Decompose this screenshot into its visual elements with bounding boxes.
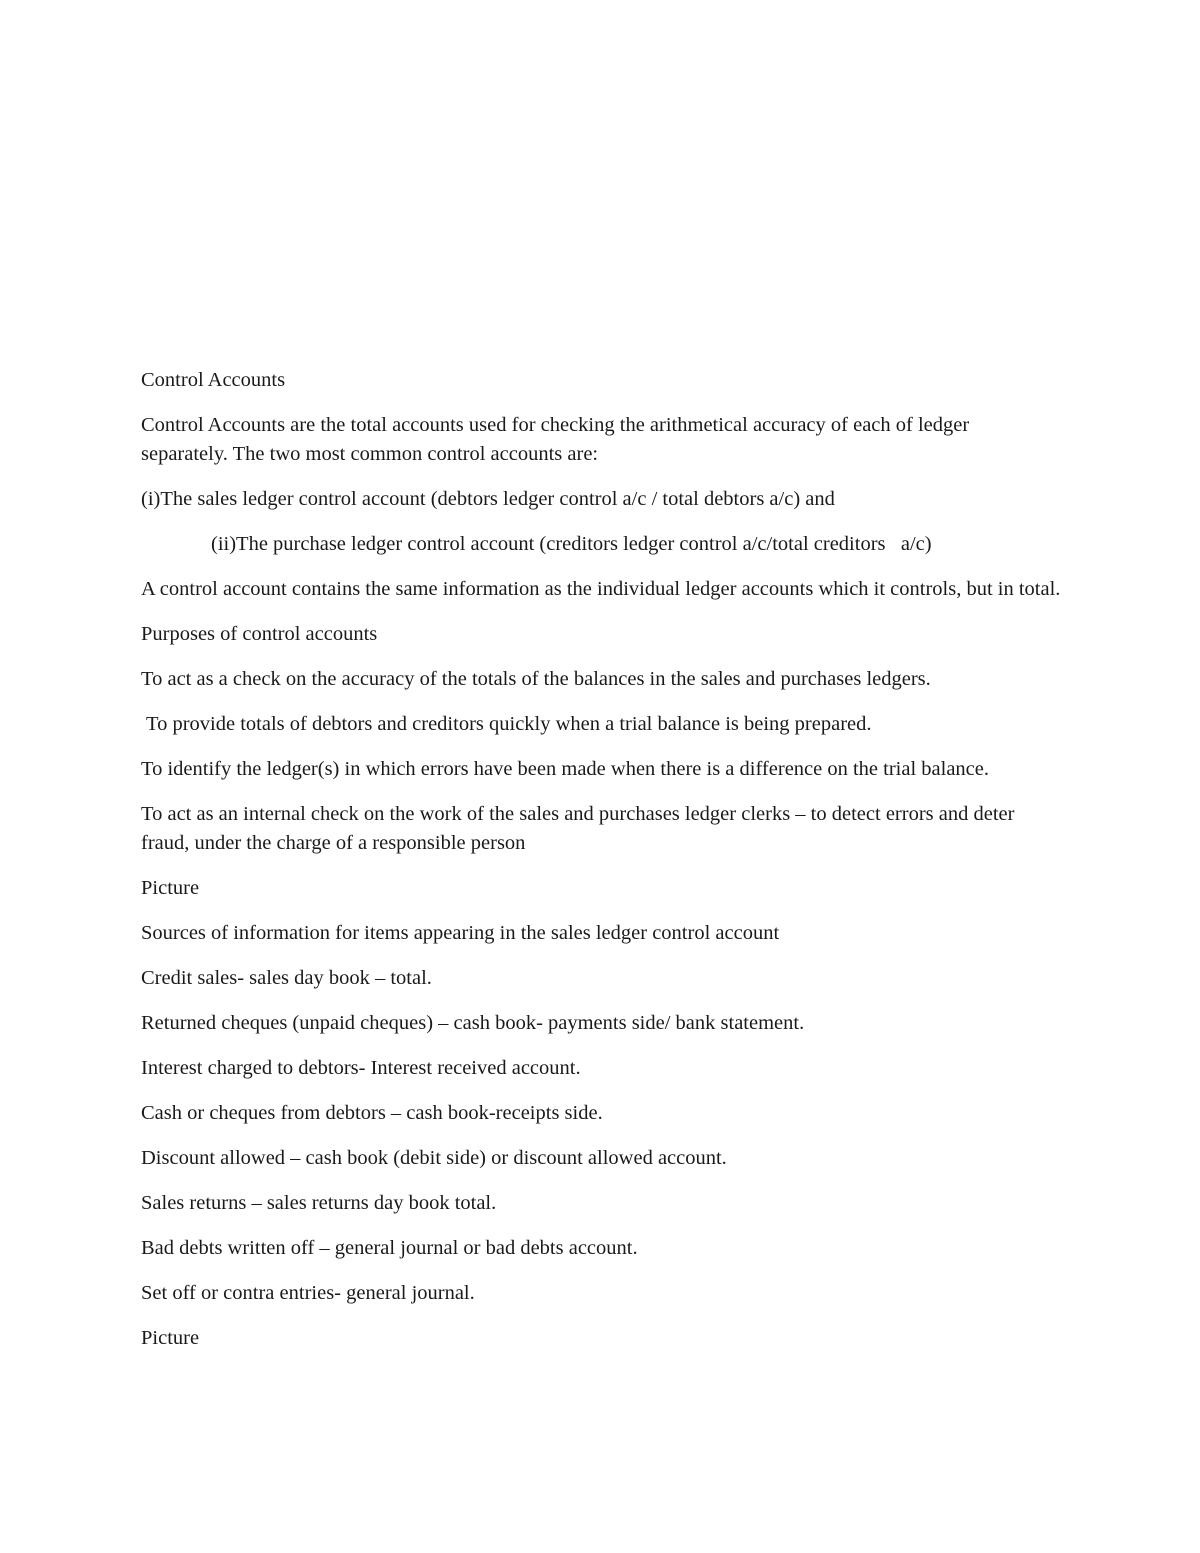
picture-placeholder: Picture — [141, 1327, 200, 1349]
source-item: Returned cheques (unpaid cheques) – cash book- payments side/ bank statement. — [141, 1012, 805, 1034]
control-account-item-i: (i)The sales ledger control account (debtors ledger control a/c / total debtors a/c) and — [141, 488, 835, 510]
source-item: Sales returns – sales returns day book total. — [141, 1192, 497, 1214]
picture-placeholder: Picture — [141, 877, 200, 899]
sources-heading: Sources of information for items appearing in the sales ledger control account — [141, 922, 780, 944]
intro-paragraph: Control Accounts are the total accounts used for checking the arithmetical accuracy of each of ledger separately. The two most common control accounts are: — [141, 414, 970, 465]
source-item: Discount allowed – cash book (debit side) or discount allowed account. — [141, 1147, 727, 1169]
purposes-heading: Purposes of control accounts — [141, 623, 378, 645]
definition-paragraph: A control account contains the same information as the individual ledger accounts which it controls, but in total. — [141, 578, 1061, 600]
source-item: Set off or contra entries- general journal. — [141, 1282, 475, 1304]
purpose-item: To identify the ledger(s) in which errors have been made when there is a difference on the trial balance. — [141, 758, 990, 780]
source-item: Interest charged to debtors- Interest received account. — [141, 1057, 581, 1079]
purpose-item: To provide totals of debtors and creditors quickly when a trial balance is being prepared. — [146, 713, 872, 735]
source-item: Credit sales- sales day book – total. — [141, 967, 432, 989]
purpose-item: To act as a check on the accuracy of the totals of the balances in the sales and purchases ledgers. — [141, 668, 931, 690]
document-heading: Control Accounts — [141, 369, 286, 391]
source-item: Cash or cheques from debtors – cash book-receipts side. — [141, 1102, 603, 1124]
source-item: Bad debts written off – general journal or bad debts account. — [141, 1237, 638, 1259]
document-body — [141, 366, 1061, 1369]
purpose-item: To act as an internal check on the work of the sales and purchases ledger clerks – to detect errors and deter fraud, under the charge of a responsible person — [141, 803, 1015, 854]
control-account-item-ii: (ii)The purchase ledger control account (creditors ledger control a/c/total creditors a/c) — [211, 533, 932, 555]
